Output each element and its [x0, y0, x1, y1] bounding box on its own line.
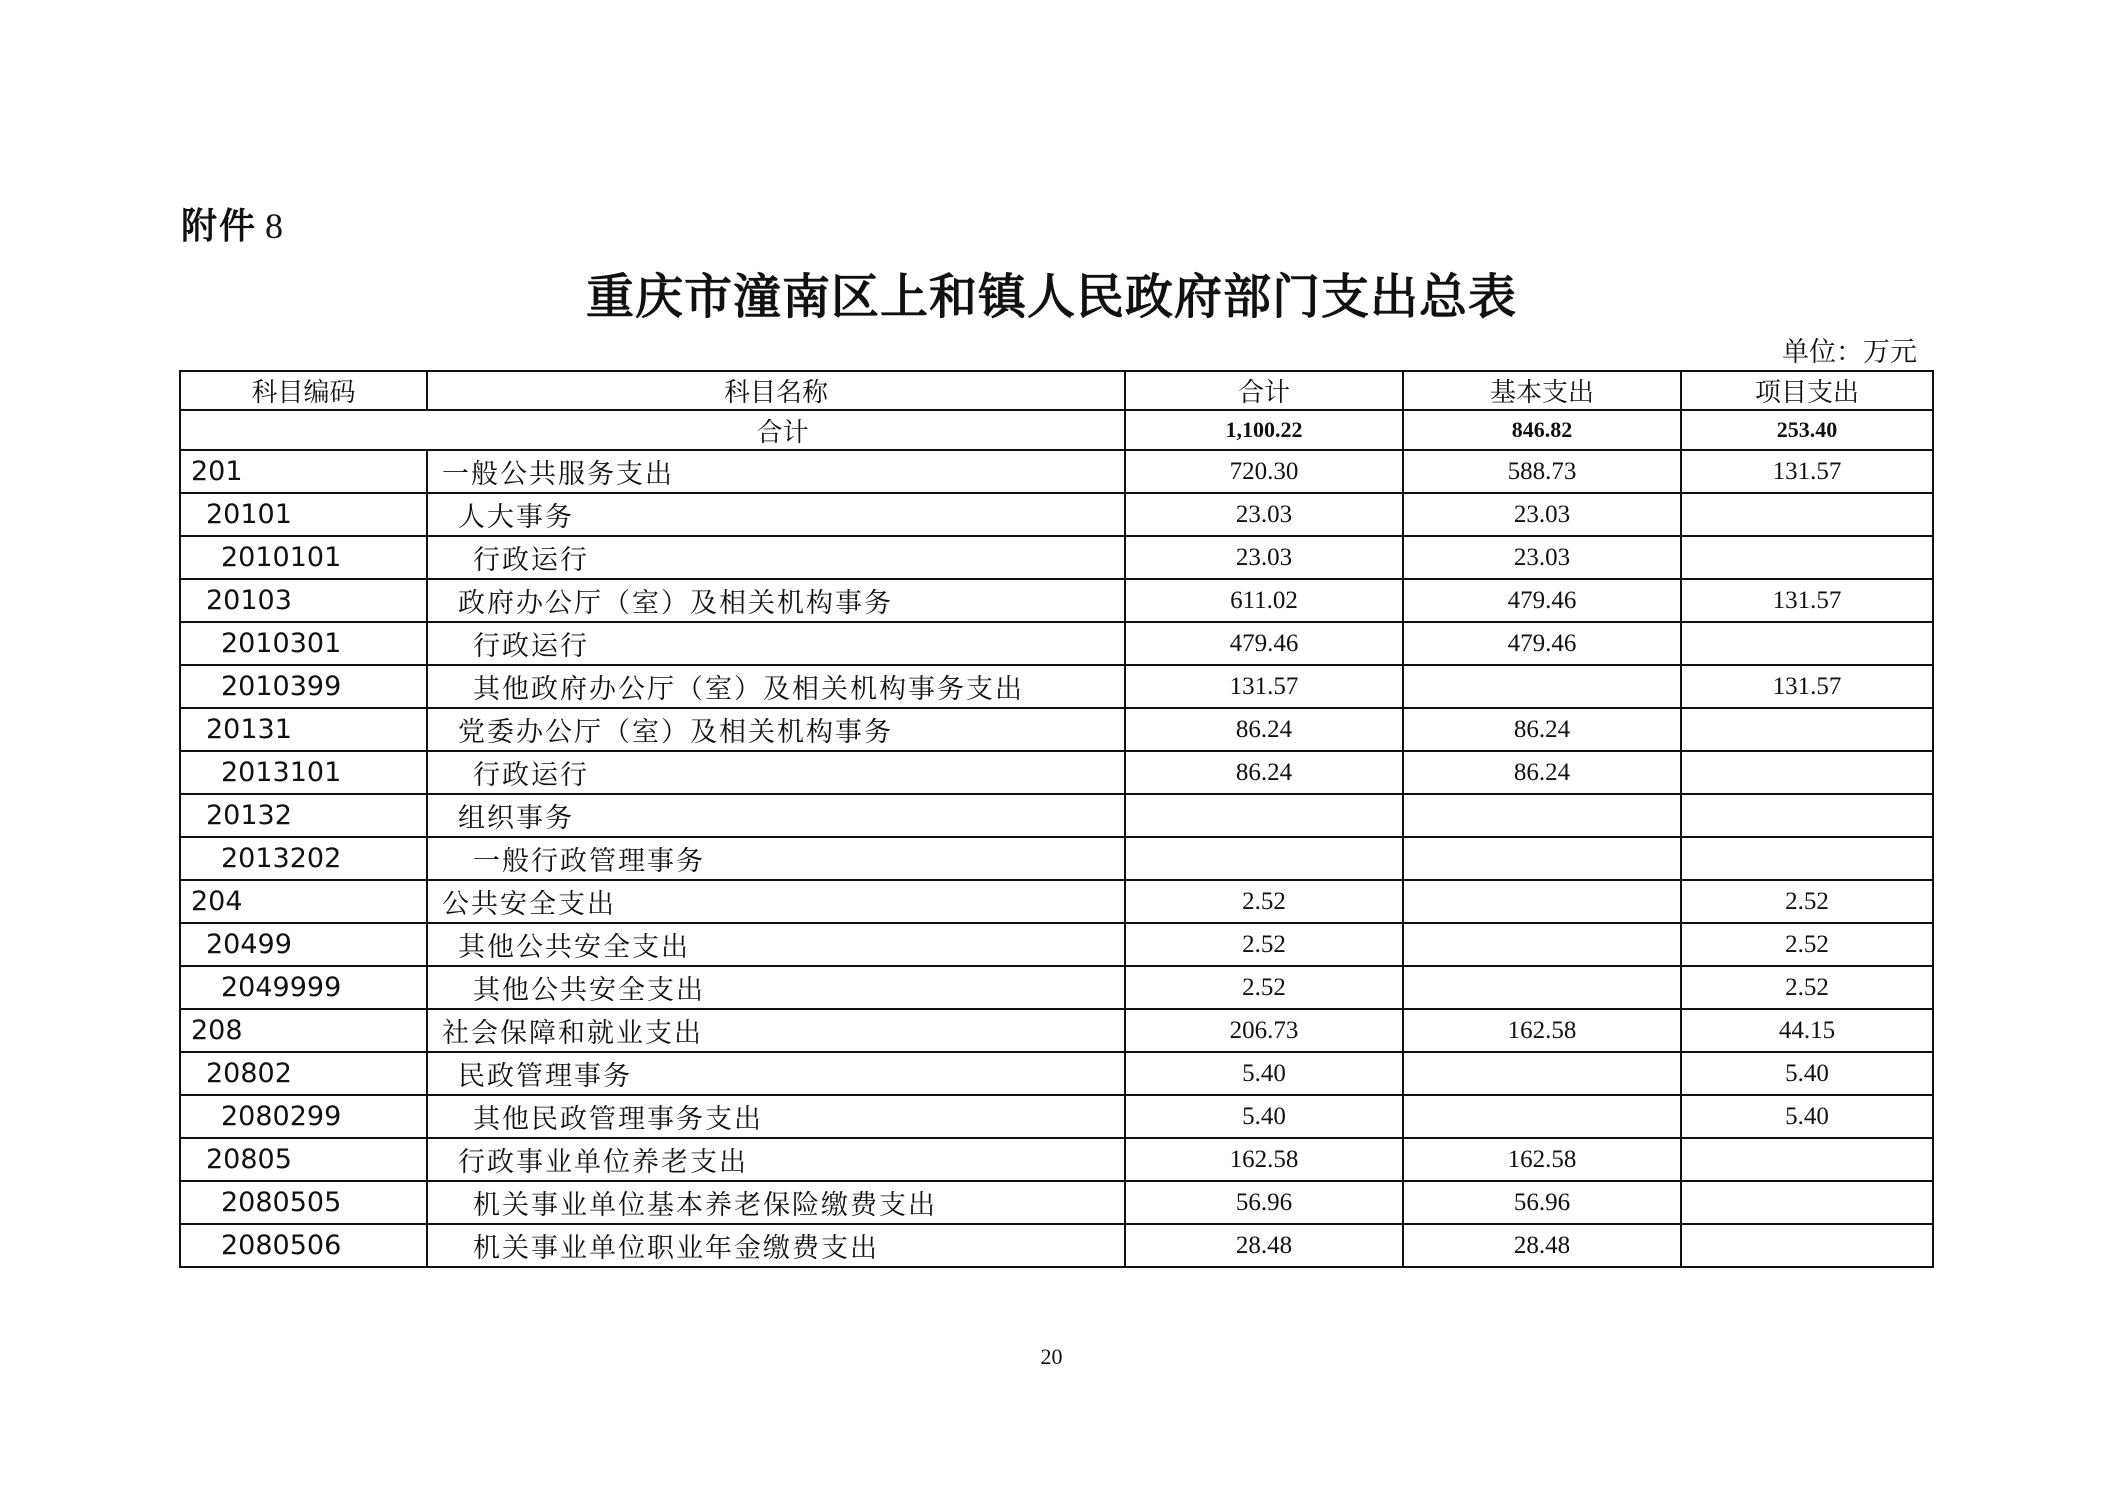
row-name: 组织事务 [427, 794, 1125, 837]
row-basic: 162.58 [1403, 1138, 1681, 1181]
table-row [180, 794, 1933, 837]
row-basic [1403, 665, 1681, 708]
table-row [180, 751, 1933, 794]
row-name: 其他公共安全支出 [427, 923, 1125, 966]
table-row [180, 837, 1933, 880]
page-number: 20 [1040, 1344, 1063, 1369]
row-total: 86.24 [1125, 751, 1403, 794]
row-total [1125, 794, 1403, 837]
row-code: 2010301 [180, 622, 427, 665]
row-total: 23.03 [1125, 536, 1403, 579]
row-code: 2013101 [180, 751, 427, 794]
row-name: 公共安全支出 [427, 880, 1125, 923]
row-project: 5.40 [1681, 1052, 1933, 1095]
expenditure-table [179, 370, 1934, 1268]
row-basic: 86.24 [1403, 708, 1681, 751]
table-row [180, 708, 1933, 751]
table-row [180, 1009, 1933, 1052]
row-project: 131.57 [1681, 665, 1933, 708]
table-row [180, 622, 1933, 665]
row-total: 131.57 [1125, 665, 1403, 708]
row-code: 20802 [180, 1052, 427, 1095]
table-row [180, 1052, 1933, 1095]
row-name: 机关事业单位基本养老保险缴费支出 [427, 1181, 1125, 1224]
attachment-number: 8 [265, 206, 286, 246]
row-project [1681, 622, 1933, 665]
total-total: 1,100.22 [1125, 410, 1403, 450]
row-code: 2013202 [180, 837, 427, 880]
table-row [180, 966, 1933, 1009]
table-row [180, 665, 1933, 708]
row-project: 131.57 [1681, 579, 1933, 622]
row-name: 机关事业单位职业年金缴费支出 [427, 1224, 1125, 1267]
row-basic: 28.48 [1403, 1224, 1681, 1267]
row-total: 2.52 [1125, 923, 1403, 966]
row-code: 201 [180, 450, 427, 493]
row-project: 5.40 [1681, 1095, 1933, 1138]
row-name: 人大事务 [427, 493, 1125, 536]
row-total: 611.02 [1125, 579, 1403, 622]
row-code: 2080505 [180, 1181, 427, 1224]
row-total: 2.52 [1125, 880, 1403, 923]
row-basic: 479.46 [1403, 622, 1681, 665]
total-basic: 846.82 [1403, 410, 1681, 450]
row-name: 民政管理事务 [427, 1052, 1125, 1095]
row-code: 20103 [180, 579, 427, 622]
row-basic: 162.58 [1403, 1009, 1681, 1052]
table-row [180, 1095, 1933, 1138]
row-project [1681, 1224, 1933, 1267]
table-row [180, 1138, 1933, 1181]
row-project [1681, 794, 1933, 837]
header-total: 合计 [1125, 371, 1403, 410]
row-basic: 86.24 [1403, 751, 1681, 794]
row-code: 20805 [180, 1138, 427, 1181]
row-code: 2010101 [180, 536, 427, 579]
row-project [1681, 751, 1933, 794]
total-label: 合计 [180, 410, 1125, 450]
row-total: 56.96 [1125, 1181, 1403, 1224]
row-total [1125, 837, 1403, 880]
table-row [180, 579, 1933, 622]
row-code: 20499 [180, 923, 427, 966]
row-total: 2.52 [1125, 966, 1403, 1009]
row-basic: 23.03 [1403, 493, 1681, 536]
row-basic [1403, 794, 1681, 837]
row-basic [1403, 1095, 1681, 1138]
row-basic [1403, 880, 1681, 923]
row-code: 2080299 [180, 1095, 427, 1138]
row-name: 一般行政管理事务 [427, 837, 1125, 880]
row-basic [1403, 1052, 1681, 1095]
header-project: 项目支出 [1681, 371, 1933, 410]
row-basic: 479.46 [1403, 579, 1681, 622]
header-row [180, 371, 1933, 410]
row-code: 204 [180, 880, 427, 923]
row-code: 20132 [180, 794, 427, 837]
row-name: 行政运行 [427, 751, 1125, 794]
row-total: 720.30 [1125, 450, 1403, 493]
row-basic [1403, 837, 1681, 880]
row-code: 208 [180, 1009, 427, 1052]
page-title: 重庆市潼南区上和镇人民政府部门支出总表 [585, 269, 1517, 325]
row-total: 86.24 [1125, 708, 1403, 751]
row-code: 2049999 [180, 966, 427, 1009]
row-name: 一般公共服务支出 [427, 450, 1125, 493]
row-project: 2.52 [1681, 880, 1933, 923]
table-row [180, 923, 1933, 966]
row-project: 2.52 [1681, 966, 1933, 1009]
row-name: 社会保障和就业支出 [427, 1009, 1125, 1052]
header-code: 科目编码 [180, 371, 427, 410]
table-row [180, 1181, 1933, 1224]
attachment-text: 附件 [181, 206, 258, 247]
row-basic [1403, 966, 1681, 1009]
row-basic: 588.73 [1403, 450, 1681, 493]
table-row [180, 536, 1933, 579]
row-total: 206.73 [1125, 1009, 1403, 1052]
row-basic [1403, 923, 1681, 966]
row-code: 2010399 [180, 665, 427, 708]
row-code: 20101 [180, 493, 427, 536]
row-basic: 23.03 [1403, 536, 1681, 579]
unit-label: 单位：万元 [1782, 337, 1917, 368]
row-project: 2.52 [1681, 923, 1933, 966]
row-project [1681, 708, 1933, 751]
row-project [1681, 493, 1933, 536]
row-project: 131.57 [1681, 450, 1933, 493]
row-total: 28.48 [1125, 1224, 1403, 1267]
row-total: 162.58 [1125, 1138, 1403, 1181]
table-row [180, 1224, 1933, 1267]
row-total: 23.03 [1125, 493, 1403, 536]
row-code: 20131 [180, 708, 427, 751]
row-name: 行政运行 [427, 622, 1125, 665]
row-project [1681, 837, 1933, 880]
attachment-label [181, 198, 285, 249]
row-total: 5.40 [1125, 1095, 1403, 1138]
row-total: 5.40 [1125, 1052, 1403, 1095]
row-basic: 56.96 [1403, 1181, 1681, 1224]
table-row [180, 450, 1933, 493]
table-row [180, 880, 1933, 923]
total-row [180, 410, 1933, 450]
row-project: 44.15 [1681, 1009, 1933, 1052]
row-total: 479.46 [1125, 622, 1403, 665]
header-name: 科目名称 [427, 371, 1125, 410]
row-name: 其他政府办公厅（室）及相关机构事务支出 [427, 665, 1125, 708]
row-project [1681, 536, 1933, 579]
row-name: 党委办公厅（室）及相关机构事务 [427, 708, 1125, 751]
row-name: 行政运行 [427, 536, 1125, 579]
total-project: 253.40 [1681, 410, 1933, 450]
header-basic: 基本支出 [1403, 371, 1681, 410]
row-name: 其他公共安全支出 [427, 966, 1125, 1009]
row-name: 政府办公厅（室）及相关机构事务 [427, 579, 1125, 622]
row-code: 2080506 [180, 1224, 427, 1267]
table-row [180, 493, 1933, 536]
row-name: 行政事业单位养老支出 [427, 1138, 1125, 1181]
row-project [1681, 1181, 1933, 1224]
row-project [1681, 1138, 1933, 1181]
row-name: 其他民政管理事务支出 [427, 1095, 1125, 1138]
